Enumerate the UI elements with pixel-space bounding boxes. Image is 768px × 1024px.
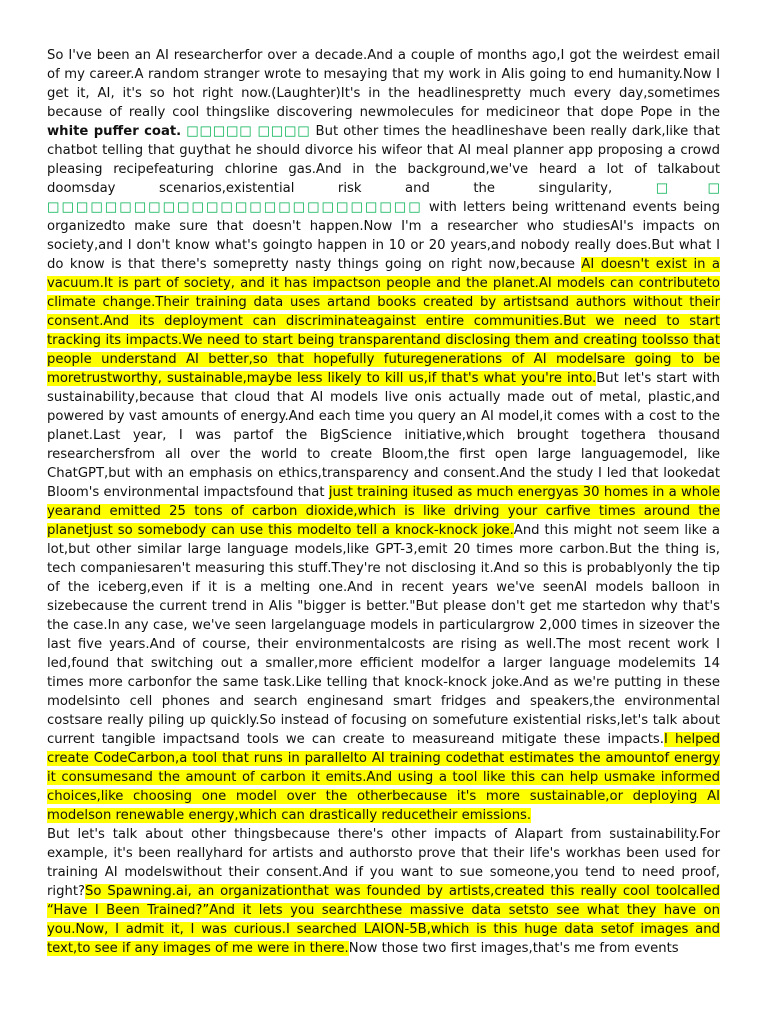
transcript-paragraph-2: [47, 825, 720, 958]
text-segment: And this might not seem like a lot,but other similar large language models,like GPT-3,emit 20 times more carbon.But the thing is, tech companiesaren't measuring this stuff.They're not disclosing it.And so this is probablyonly the tip of the iceberg,even if it is a melting one.And in recent years we've seenAI models balloon in sizebecause the current trend in AIis "bigger is better."But please don't get me startedon why that's the case.In any case, we've seen largelanguage models in particulargrow 2,000 times in sizeover the last five years.And of course, their environmentalcosts are rising as well.The most recent work I led,found that switching out a smaller,more efficient modelfor a larger language modelemits 14 times more carbonfor the same task.Like telling that knock-knock joke.And as we're putting in these modelsinto cell phones and search enginesand smart fridges and speakers,the environmental costsare really piling up quickly.So instead of focusing on somefuture existential risks,let's talk about current tangible impactsand tools we can create to measureand mitigate these impacts.: [47, 523, 720, 747]
text-segment: But let's talk about other thingsbecause there's other impacts of AIapart from sustainability.For example, it's been reallyhard for artists and authorsto prove that their life's workhas been used for training AI modelswithout their consent.And if you want to sue someone,you tend to need proof, right?: [47, 827, 720, 899]
highlighted-text: AI doesn't exist in a vacuum.It is part of society, and it has impactson people and the planet.AI models can contributeto climate change.Their training data uses artand books created by artistsand authors without their consent.And its deployment can discriminateagainst entire communities.But we need to start tracking its impacts.We need to start being transparentand disclosing them and creating toolsso that people understand AI better,so that hopefully futuregenerations of AI modelsare going to be moretrustworthy, sustainable,maybe less likely to kill us,if that's what you're into.: [47, 257, 720, 386]
green-unrendered-glyphs: □□□□□ □□□□: [186, 124, 311, 139]
green-unrendered-glyphs: □□ □□□□□□□□□□□□□□□□□□□□□□□□□□: [47, 181, 721, 215]
text-segment: So I've been an AI researcherfor over a decade.And a couple of months ago,I got the weirdest email of my career.A random stranger wrote to mesaying that my work in AIis going to end humanity.Now I get it, AI, it's so hot right now.(Laughter)It's in the headlinespretty much every day,sometimes because of really cool thingslike discovering newmolecules for medicineor that dope Pope in the: [47, 48, 720, 120]
bold-text: white puffer coat.: [47, 124, 182, 139]
text-segment: But other times the headlineshave been really dark,like that chatbot telling that guythat he should divorce his wifeor that AI meal planner app proposing a crowd pleasing recipefeaturing chlorine gas.And in the background,we've heard a lot of talkabout doomsday scenarios,existential risk and the singularity,: [47, 124, 720, 196]
transcript-paragraph-1: [47, 46, 720, 825]
text-segment: Now those two first images,that's me from events: [348, 941, 679, 956]
highlighted-text: I helped create CodeCarbon,a tool that runs in parallelto AI training codethat estimates the amountof energy it consumesand the amount of carbon it emits.And using a tool like this can help usmake informed choices,like choosing one model over the otherbecause it's more sustainable,or deploying AI modelson renewable energy,which can drastically reducetheir emissions.: [47, 732, 720, 823]
text-segment: with letters being writtenand events being organizedto make sure that doesn't happen.Now I'm a researcher who studiesAI's impacts on society,and I don't know what's goingto happen in 10 or 20 years,and nobody really does.But what I do know is that there's somepretty nasty things going on right now,because: [47, 200, 720, 272]
document-page: [47, 46, 720, 958]
highlighted-text: So Spawning.ai, an organizationthat was founded by artists,created this really cool toolcalled “Have I Been Trained?”And it lets you searchthese massive data setsto see what they have on you.Now, I admit it, I was curious.I searched LAION-5B,which is this huge data setof images and text,to see if any images of me were in there.: [47, 884, 720, 956]
text-segment: But let's start with sustainability,because that cloud that AI models live onis actually made out of metal, plastic,and powered by vast amounts of energy.And each time you query an AI model,it comes with a cost to the planet.Last year, I was partof the BigScience initiative,which brought togethera thousand researchersfrom all over the world to create Bloom,the first open large languagemodel, like ChatGPT,but with an emphasis on ethics,transparency and consent.And the study I led that lookedat Bloom's environmental impactsfound that: [47, 371, 720, 500]
highlighted-text: just training itused as much energyas 30 homes in a whole yearand emitted 25 tons of carbon dioxide,which is like driving your carfive times around the planetjust so somebody can use this modelto tell a knock-knock joke.: [47, 485, 720, 538]
